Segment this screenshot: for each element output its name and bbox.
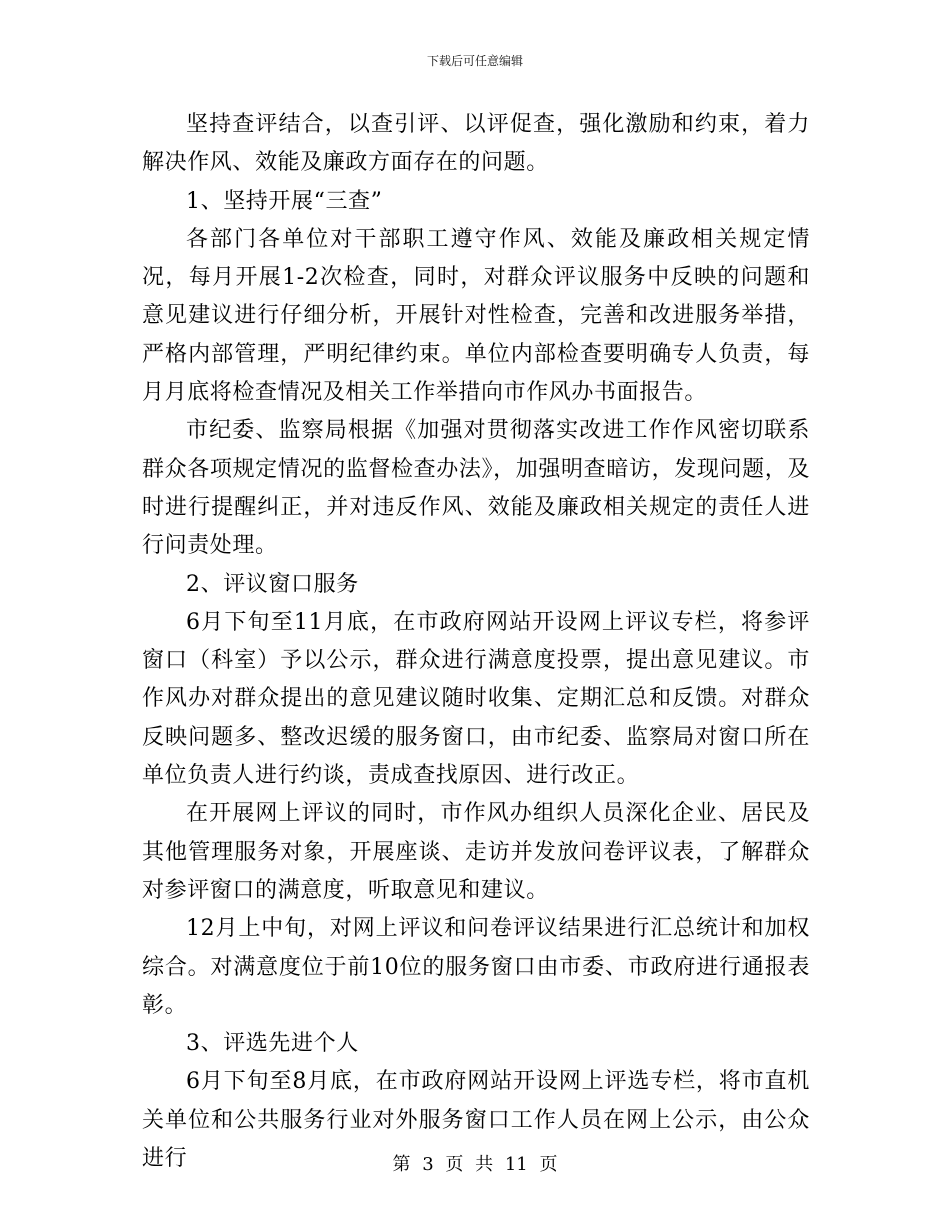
section-heading: 2、评议窗口服务 [186,571,359,597]
paragraph: 12月上中旬，对网上评议和问卷评议结果进行汇总统计和加权综合。对满意度位于前10位的服务窗口由市委、市政府进行通报表彰。 [142,916,810,1018]
paragraph: 6月下旬至8月底，在市政府网站开设网上评选专栏，将市直机关单位和公共服务行业对外服务窗口工作人员在网上公示，由公众进行 [142,1069,810,1172]
paragraph: 坚持查评结合，以查引评、以评促查，强化激励和约束，着力解决作风、效能及廉政方面存在的问题。 [142,112,810,176]
paragraph: 在开展网上评议的同时，市作风办组织人员深化企业、居民及其他管理服务对象，开展座谈、走访并发放问卷评议表，了解群众对参评窗口的满意度，听取意见和建议。 [142,801,810,903]
paragraph: 各部门各单位对干部职工遵守作风、效能及廉政相关规定情况，每月开展1-2次检查，同时，对群众评议服务中反映的问题和意见建议进行仔细分析，开展针对性检查，完善和改进服务举措，严格内部管理，严明纪律约束。单位内部检查要明确专人负责，每月月底将检查情况及相关工作举措向市作风办书面报告。 [142,226,810,406]
section-heading: 3、评选先进个人 [186,1031,359,1057]
paragraph: 市纪委、监察局根据《加强对贯彻落实改进工作作风密切联系群众各项规定情况的监督检查办法》，加强明查暗访，发现问题，及时进行提醒纠正，并对违反作风、效能及廉政相关规定的责任人进行问责处理。 [142,418,810,559]
section-heading: 1、坚持开展“三查” [186,188,383,214]
page-number-footer: 第 3 页 共 11 页 [392,1154,558,1175]
page-header-note: 下载后可任意编辑 [426,54,523,68]
paragraph: 6月下旬至11月底，在市政府网站开设网上评议专栏，将参评窗口（科室）予以公示，群众进行满意度投票，提出意见建议。市作风办对群众提出的意见建议随时收集、定期汇总和反馈。对群众反映问题多、整改迟缓的服务窗口，由市纪委、监察局对窗口所在单位负责人进行约谈，责成查找原因、进行改正。 [142,609,810,789]
document-body [142,106,810,1178]
